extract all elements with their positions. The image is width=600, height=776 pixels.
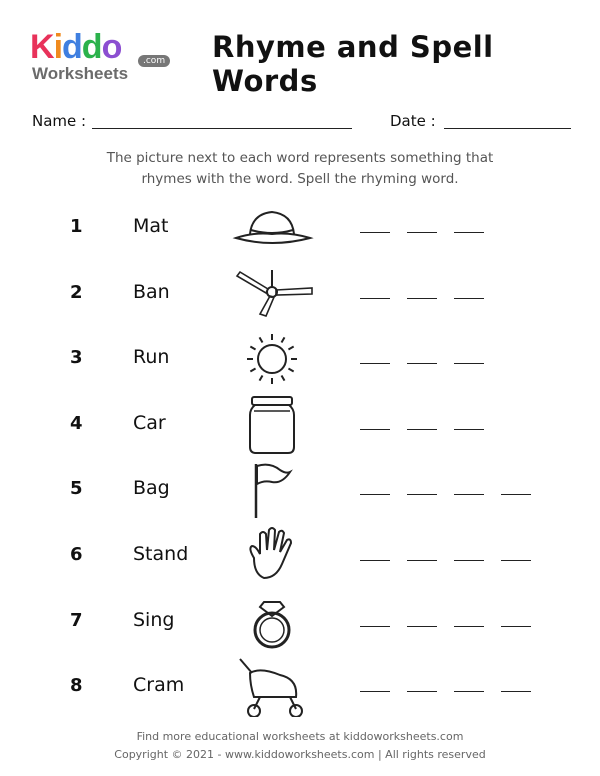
name-field-line[interactable] xyxy=(92,128,352,129)
fan-icon xyxy=(230,264,314,324)
answer-blank[interactable] xyxy=(501,691,531,692)
list-item xyxy=(0,526,600,586)
answer-blank[interactable] xyxy=(360,298,390,299)
answer-blank[interactable] xyxy=(454,298,484,299)
item-word: Bag xyxy=(133,477,170,500)
answer-blank[interactable] xyxy=(454,429,484,430)
item-word: Cram xyxy=(133,674,185,697)
answer-blank[interactable] xyxy=(454,232,484,233)
answer-blank[interactable] xyxy=(360,691,390,692)
flag-icon xyxy=(230,460,314,520)
ring-icon xyxy=(230,592,314,652)
list-item xyxy=(0,264,600,324)
answer-blank[interactable] xyxy=(360,232,390,233)
footer-line-1: Find more educational worksheets at kiddoworksheets.com xyxy=(136,730,464,743)
answer-blank[interactable] xyxy=(501,626,531,627)
list-item xyxy=(0,592,600,652)
answer-blank[interactable] xyxy=(454,363,484,364)
footer-copyright: Copyright © 2021 - www.kiddoworksheets.com | All rights reserved xyxy=(114,748,486,761)
pram-icon xyxy=(230,657,314,717)
item-word: Car xyxy=(133,411,166,434)
logo-letter: d xyxy=(62,28,82,66)
answer-blank[interactable] xyxy=(454,494,484,495)
answer-blank[interactable] xyxy=(454,691,484,692)
hat-icon xyxy=(230,198,314,258)
answer-blank[interactable] xyxy=(407,626,437,627)
logo-worksheets-text: Worksheets xyxy=(32,64,129,83)
item-number: 4 xyxy=(70,412,83,434)
item-word: Sing xyxy=(133,608,175,631)
item-number: 1 xyxy=(70,216,83,237)
item-number: 8 xyxy=(70,675,83,697)
answer-blank[interactable] xyxy=(407,363,437,364)
name-label: Name : xyxy=(32,112,87,130)
item-number: 3 xyxy=(70,347,83,369)
answer-blank[interactable] xyxy=(454,560,484,561)
item-number: 2 xyxy=(70,281,83,303)
list-item xyxy=(0,198,600,258)
answer-blank[interactable] xyxy=(360,494,390,495)
item-number: 5 xyxy=(70,478,83,500)
list-item xyxy=(0,395,600,455)
sun-icon xyxy=(230,329,314,389)
item-word: Ban xyxy=(133,280,170,303)
item-number: 7 xyxy=(70,609,83,631)
answer-blank[interactable] xyxy=(501,494,531,495)
jar-icon xyxy=(230,395,314,455)
list-item xyxy=(0,657,600,717)
logo-letter: o xyxy=(101,28,122,66)
item-word: Stand xyxy=(133,543,189,565)
date-field-line[interactable] xyxy=(444,128,571,129)
answer-blank[interactable] xyxy=(407,691,437,692)
page-title: Rhyme and Spell Words xyxy=(212,30,494,98)
item-word: Run xyxy=(133,346,170,369)
answer-blank[interactable] xyxy=(501,560,531,561)
date-label: Date : xyxy=(390,112,436,130)
answer-blank[interactable] xyxy=(407,494,437,495)
instructions xyxy=(0,148,600,190)
logo-com-badge: .com xyxy=(138,55,170,67)
answer-blank[interactable] xyxy=(360,363,390,364)
logo-kiddo-text xyxy=(30,28,121,67)
list-item xyxy=(0,329,600,389)
logo-letter: i xyxy=(53,28,63,66)
answer-blank[interactable] xyxy=(360,560,390,561)
instruction-line: The picture next to each word represents something that xyxy=(106,150,494,166)
answer-blank[interactable] xyxy=(360,429,390,430)
instruction-line: rhymes with the word. Spell the rhyming word. xyxy=(141,171,459,187)
item-number: 6 xyxy=(70,544,83,565)
logo-letter: K xyxy=(30,28,54,66)
item-word: Mat xyxy=(133,215,169,237)
answer-blank[interactable] xyxy=(360,626,390,627)
answer-blank[interactable] xyxy=(407,232,437,233)
kiddo-logo xyxy=(30,28,170,88)
logo-letter: d xyxy=(81,28,102,66)
hand-icon xyxy=(230,526,314,586)
list-item xyxy=(0,460,600,520)
answer-blank[interactable] xyxy=(454,626,484,627)
answer-blank[interactable] xyxy=(407,560,437,561)
answer-blank[interactable] xyxy=(407,429,437,430)
answer-blank[interactable] xyxy=(407,298,437,299)
